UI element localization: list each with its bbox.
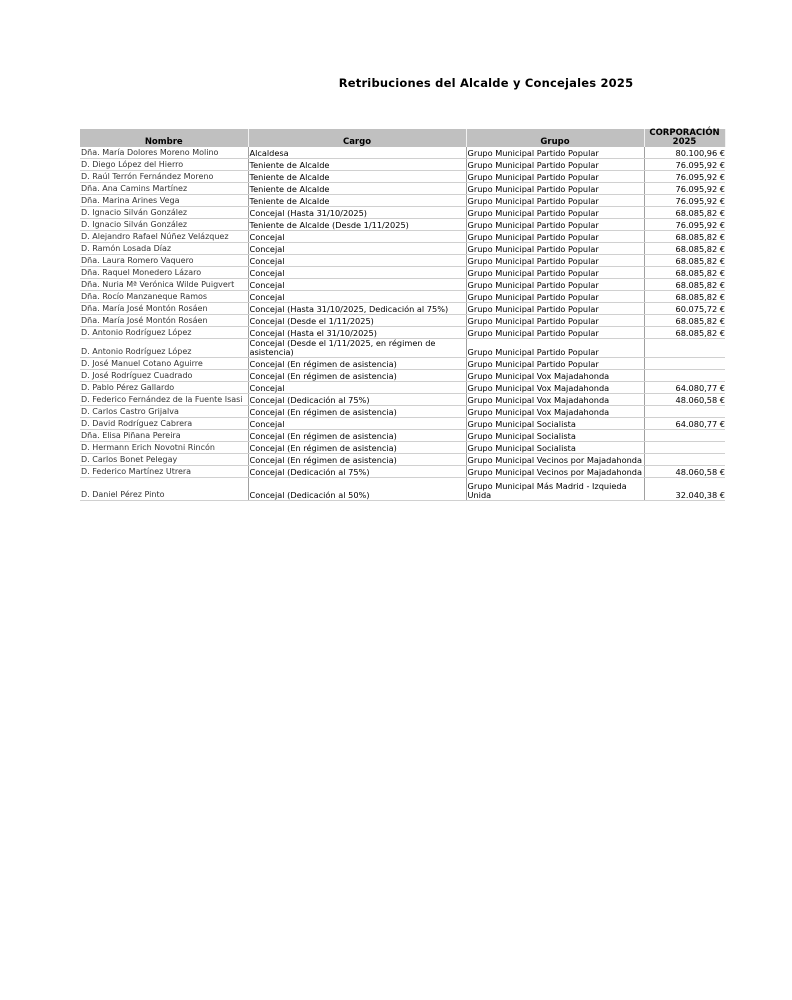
cell-grupo: Grupo Municipal Partido Popular	[466, 195, 644, 207]
cell-nombre: Dña. Marina Arines Vega	[80, 195, 248, 207]
cell-corporacion	[644, 454, 725, 466]
cell-cargo: Teniente de Alcalde	[248, 183, 466, 195]
cell-grupo: Grupo Municipal Partido Popular	[466, 255, 644, 267]
cell-grupo: Grupo Municipal Partido Popular	[466, 159, 644, 171]
cell-cargo: Concejal (Dedicación al 50%)	[248, 478, 466, 501]
header-nombre: Nombre	[80, 129, 248, 147]
cell-grupo: Grupo Municipal Socialista	[466, 430, 644, 442]
table-row	[80, 478, 725, 501]
table-row	[80, 267, 725, 279]
cell-grupo: Grupo Municipal Vox Majadahonda	[466, 406, 644, 418]
cell-nombre: Dña. Raquel Monedero Lázaro	[80, 267, 248, 279]
cell-nombre: D. Carlos Castro Grijalva	[80, 406, 248, 418]
cell-corporacion: 68.085,82 €	[644, 255, 725, 267]
cell-grupo: Grupo Municipal Partido Popular	[466, 243, 644, 255]
cell-grupo: Grupo Municipal Partido Popular	[466, 303, 644, 315]
table-row	[80, 159, 725, 171]
cell-corporacion	[644, 406, 725, 418]
cell-grupo: Grupo Municipal Partido Popular	[466, 183, 644, 195]
cell-corporacion: 68.085,82 €	[644, 315, 725, 327]
cell-cargo: Concejal (Desde el 1/11/2025)	[248, 315, 466, 327]
table-row	[80, 442, 725, 454]
cell-cargo: Concejal (En régimen de asistencia)	[248, 430, 466, 442]
cell-cargo: Teniente de Alcalde	[248, 159, 466, 171]
cell-grupo: Grupo Municipal Socialista	[466, 418, 644, 430]
cell-nombre: Dña. Elisa Piñana Pereira	[80, 430, 248, 442]
cell-cargo: Concejal (En régimen de asistencia)	[248, 454, 466, 466]
cell-cargo: Concejal (Dedicación al 75%)	[248, 394, 466, 406]
cell-grupo: Grupo Municipal Vox Majadahonda	[466, 394, 644, 406]
table-row	[80, 255, 725, 267]
cell-corporacion: 60.075,72 €	[644, 303, 725, 315]
cell-corporacion: 68.085,82 €	[644, 327, 725, 339]
cell-grupo: Grupo Municipal Partido Popular	[466, 231, 644, 243]
table-row	[80, 418, 725, 430]
cell-cargo: Concejal (Desde el 1/11/2025, en régimen de asistencia)	[248, 339, 466, 358]
cell-corporacion: 80.100,96 €	[644, 147, 725, 159]
cell-cargo: Concejal (Hasta 31/10/2025, Dedicación al 75%)	[248, 303, 466, 315]
cell-grupo: Grupo Municipal Partido Popular	[466, 327, 644, 339]
table-row	[80, 147, 725, 159]
cell-corporacion: 76.095,92 €	[644, 195, 725, 207]
cell-corporacion: 68.085,82 €	[644, 207, 725, 219]
cell-grupo: Grupo Municipal Partido Popular	[466, 171, 644, 183]
cell-cargo: Concejal (En régimen de asistencia)	[248, 442, 466, 454]
cell-cargo: Concejal	[248, 255, 466, 267]
cell-nombre: D. José Rodríguez Cuadrado	[80, 370, 248, 382]
cell-cargo: Concejal	[248, 279, 466, 291]
table-row	[80, 370, 725, 382]
cell-corporacion	[644, 442, 725, 454]
table-row	[80, 394, 725, 406]
cell-grupo: Grupo Municipal Vecinos por Majadahonda	[467, 467, 643, 477]
cell-nombre: D. Ignacio Silván González	[80, 219, 248, 231]
cell-cargo: Concejal	[248, 231, 466, 243]
cell-corporacion: 48.060,58 €	[644, 466, 725, 478]
table-row	[80, 243, 725, 255]
cell-cargo: Concejal (En régimen de asistencia)	[248, 370, 466, 382]
cell-grupo: Grupo Municipal Partido Popular	[466, 279, 644, 291]
header-cargo: Cargo	[248, 129, 466, 147]
cell-corporacion: 64.080,77 €	[644, 418, 725, 430]
cell-cargo: Concejal (En régimen de asistencia)	[248, 358, 466, 370]
cell-nombre: D. Ignacio Silván González	[80, 207, 248, 219]
table-row	[80, 291, 725, 303]
cell-nombre: Dña. María José Montón Rosáen	[80, 303, 248, 315]
cell-corporacion: 76.095,92 €	[644, 219, 725, 231]
cell-grupo: Grupo Municipal Partido Popular	[466, 339, 644, 358]
cell-nombre: D. Pablo Pérez Gallardo	[80, 382, 248, 394]
cell-cargo: Teniente de Alcalde	[248, 171, 466, 183]
table-row	[80, 303, 725, 315]
cell-nombre: D. Alejandro Rafael Núñez Velázquez	[80, 231, 248, 243]
header-grupo: Grupo	[466, 129, 644, 147]
cell-corporacion	[644, 370, 725, 382]
cell-grupo: Grupo Municipal Partido Popular	[466, 291, 644, 303]
cell-nombre: D. Hermann Erich Novotni Rincón	[80, 442, 248, 454]
cell-grupo: Grupo Municipal Vecinos por Majadahonda	[467, 455, 643, 465]
table-row	[80, 327, 725, 339]
cell-nombre: Dña. María José Montón Rosáen	[80, 315, 248, 327]
cell-nombre: D. José Manuel Cotano Aguirre	[80, 358, 248, 370]
cell-grupo: Grupo Municipal Partido Popular	[466, 315, 644, 327]
cell-cargo: Concejal (Dedicación al 75%)	[248, 466, 466, 478]
cell-grupo: Grupo Municipal Partido Popular	[466, 267, 644, 279]
table-row	[80, 279, 725, 291]
table-row	[80, 339, 725, 358]
header-corporacion: CORPORACIÓN 2025	[644, 129, 725, 147]
cell-nombre: Dña. Rocío Manzaneque Ramos	[80, 291, 248, 303]
cell-nombre: Dña. Laura Romero Vaquero	[80, 255, 248, 267]
cell-corporacion: 68.085,82 €	[644, 279, 725, 291]
table-row	[80, 183, 725, 195]
cell-cargo: Concejal	[248, 243, 466, 255]
cell-grupo: Grupo Municipal Partido Popular	[466, 207, 644, 219]
cell-corporacion	[644, 430, 725, 442]
header-row	[80, 129, 725, 147]
cell-grupo: Grupo Municipal Más Madrid - Izquieda Unida	[466, 478, 644, 501]
cell-cargo: Concejal	[248, 267, 466, 279]
page-title: Retribuciones del Alcalde y Concejales 2025	[338, 76, 634, 90]
cell-cargo: Concejal	[248, 291, 466, 303]
cell-nombre: D. Diego López del Hierro	[80, 159, 248, 171]
cell-corporacion: 76.095,92 €	[644, 159, 725, 171]
table-row	[80, 358, 725, 370]
cell-corporacion: 68.085,82 €	[644, 267, 725, 279]
cell-cargo: Concejal (En régimen de asistencia)	[248, 406, 466, 418]
cell-grupo: Grupo Municipal Partido Popular	[466, 219, 644, 231]
table-row	[80, 382, 725, 394]
cell-nombre: D. Antonio Rodríguez López	[80, 339, 248, 358]
cell-corporacion: 32.040,38 €	[644, 478, 725, 501]
cell-cargo: Teniente de Alcalde (Desde 1/11/2025)	[248, 219, 466, 231]
cell-corporacion: 68.085,82 €	[644, 243, 725, 255]
table-row	[80, 231, 725, 243]
cell-nombre: D. Raúl Terrón Fernández Moreno	[80, 171, 248, 183]
cell-cargo: Concejal	[248, 418, 466, 430]
cell-nombre: Dña. Ana Camins Martínez	[80, 183, 248, 195]
table-row	[80, 207, 725, 219]
cell-cargo: Concejal	[248, 382, 466, 394]
cell-grupo: Grupo Municipal Socialista	[466, 442, 644, 454]
cell-grupo: Grupo Municipal Partido Popular	[466, 147, 644, 159]
cell-grupo: Grupo Municipal Partido Popular	[466, 358, 644, 370]
cell-corporacion: 68.085,82 €	[644, 291, 725, 303]
cell-corporacion: 48.060,58 €	[644, 394, 725, 406]
cell-corporacion: 76.095,92 €	[644, 183, 725, 195]
table-row	[80, 454, 725, 466]
cell-grupo: Grupo Municipal Vox Majadahonda	[466, 382, 644, 394]
table-row	[80, 219, 725, 231]
cell-nombre: D. Carlos Bonet Pelegay	[80, 454, 248, 466]
table-row	[80, 466, 725, 478]
cell-cargo: Concejal (Hasta 31/10/2025)	[248, 207, 466, 219]
cell-nombre: D. Federico Martínez Utrera	[80, 466, 248, 478]
cell-corporacion	[644, 339, 725, 358]
cell-cargo: Alcaldesa	[248, 147, 466, 159]
cell-grupo: Grupo Municipal Vox Majadahonda	[466, 370, 644, 382]
table-row	[80, 430, 725, 442]
cell-cargo: Teniente de Alcalde	[248, 195, 466, 207]
cell-cargo: Concejal (Hasta el 31/10/2025)	[248, 327, 466, 339]
cell-nombre: D. Antonio Rodríguez López	[80, 327, 248, 339]
cell-nombre: D. Federico Fernández de la Fuente Isasi	[80, 394, 248, 406]
cell-corporacion	[644, 358, 725, 370]
cell-nombre: D. Ramón Losada Díaz	[80, 243, 248, 255]
cell-corporacion: 64.080,77 €	[644, 382, 725, 394]
table-row	[80, 195, 725, 207]
cell-corporacion: 76.095,92 €	[644, 171, 725, 183]
table-row	[80, 406, 725, 418]
retribuciones-table	[80, 129, 726, 501]
cell-nombre: Dña. Nuria Mª Verónica Wilde Puigvert	[80, 279, 248, 291]
cell-nombre: Dña. María Dolores Moreno Molino	[80, 147, 248, 159]
cell-nombre: D. David Rodríguez Cabrera	[80, 418, 248, 430]
cell-nombre: D. Daniel Pérez Pinto	[80, 478, 248, 501]
table-row	[80, 315, 725, 327]
table-row	[80, 171, 725, 183]
cell-corporacion: 68.085,82 €	[644, 231, 725, 243]
